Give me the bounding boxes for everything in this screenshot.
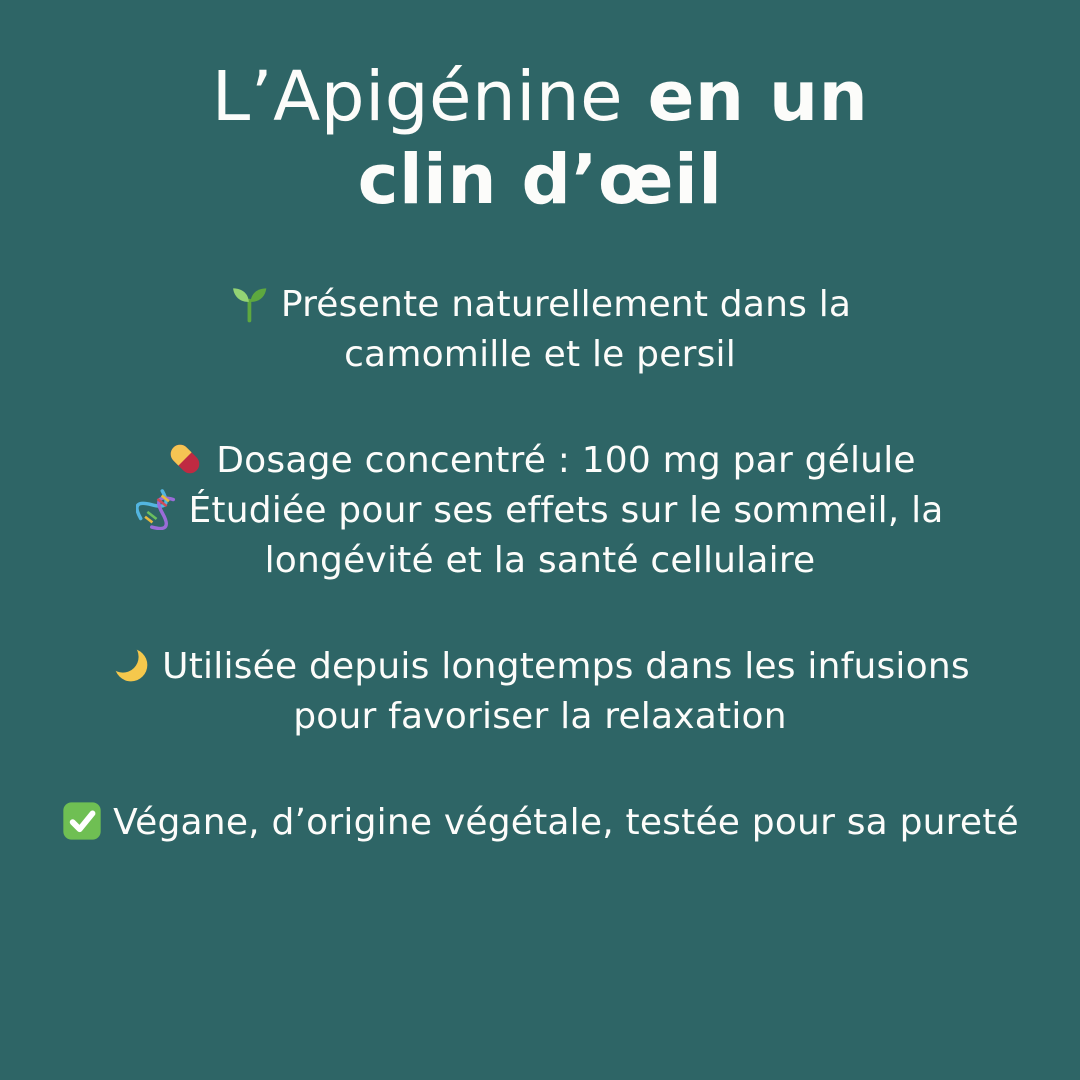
crescent-moon-icon — [110, 644, 152, 686]
bullet-text: Dosage concentré : 100 mg par gélule — [216, 439, 916, 481]
bullet-text: Végane, d’origine végétale, testée pour sa pureté — [113, 801, 1019, 843]
bullet-text: Présente naturellement dans la camomille et le persil — [280, 283, 852, 375]
title-regular-text: L’Apigénine — [211, 57, 624, 137]
bullet-vegan-purity — [60, 798, 1020, 848]
bullet-traditional-use — [110, 642, 970, 742]
check-mark-icon — [61, 800, 103, 842]
title-bold-text: en un — [623, 57, 869, 137]
title-line-2: clin d’œil — [357, 139, 723, 220]
dna-icon — [136, 488, 178, 530]
bullet-text: Étudiée pour ses effets sur le sommeil, la longévité et la santé cellulaire — [188, 489, 944, 581]
bullet-natural-origin — [150, 280, 930, 380]
bullet-text: Utilisée depuis longtemps dans les infusions pour favoriser la relaxation — [162, 645, 970, 737]
pill-icon — [164, 438, 206, 480]
seedling-icon — [229, 282, 271, 324]
page-title — [0, 56, 1080, 222]
bullet-dosage — [50, 436, 1030, 486]
title-line-1 — [0, 56, 1080, 139]
bullet-studied-effects — [60, 486, 1020, 586]
